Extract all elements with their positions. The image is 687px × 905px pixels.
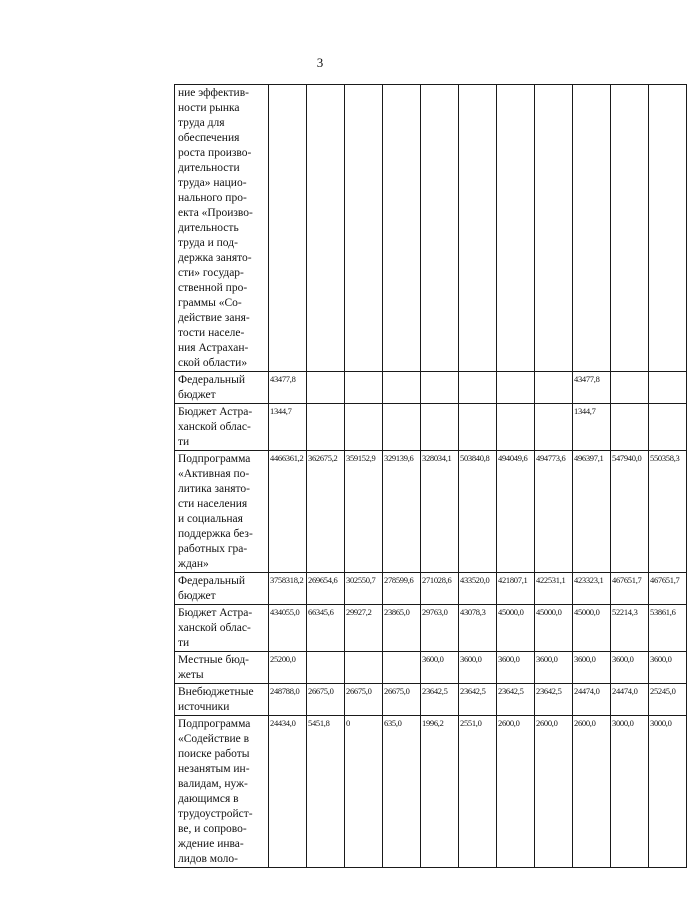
value-cell: 25200,0 [269, 652, 307, 684]
value-cell: 23865,0 [383, 605, 421, 652]
value-cell: 3600,0 [573, 652, 611, 684]
value-cell [269, 85, 307, 372]
value-cell: 278599,6 [383, 573, 421, 605]
value-cell [345, 85, 383, 372]
value-cell: 43078,3 [459, 605, 497, 652]
value-cell: 43477,8 [269, 372, 307, 404]
value-cell: 635,0 [383, 716, 421, 868]
value-cell: 66345,6 [307, 605, 345, 652]
value-cell: 3000,0 [649, 716, 687, 868]
value-cell: 1344,7 [269, 404, 307, 451]
value-cell [307, 372, 345, 404]
value-cell [649, 85, 687, 372]
value-cell: 5451,8 [307, 716, 345, 868]
value-cell [535, 372, 573, 404]
value-cell: 1344,7 [573, 404, 611, 451]
value-cell [383, 372, 421, 404]
value-cell: 362675,2 [307, 451, 345, 573]
value-cell: 24474,0 [611, 684, 649, 716]
value-cell: 271028,6 [421, 573, 459, 605]
value-cell: 248788,0 [269, 684, 307, 716]
value-cell: 25245,0 [649, 684, 687, 716]
value-cell [459, 85, 497, 372]
value-cell: 23642,5 [535, 684, 573, 716]
value-cell: 547940,0 [611, 451, 649, 573]
table-row [175, 605, 687, 652]
value-cell: 53861,6 [649, 605, 687, 652]
value-cell: 550358,3 [649, 451, 687, 573]
value-cell: 24474,0 [573, 684, 611, 716]
value-cell: 423323,1 [573, 573, 611, 605]
value-cell: 421807,1 [497, 573, 535, 605]
value-cell [535, 404, 573, 451]
value-cell: 45000,0 [573, 605, 611, 652]
value-cell: 29763,0 [421, 605, 459, 652]
value-cell: 45000,0 [497, 605, 535, 652]
value-cell: 494773,6 [535, 451, 573, 573]
value-cell: 302550,7 [345, 573, 383, 605]
value-cell: 23642,5 [459, 684, 497, 716]
value-cell: 3000,0 [611, 716, 649, 868]
row-label: Федеральный бюджет [175, 573, 269, 605]
row-label: Подпрограмма «Содействие в поиске работы незанятым ин- валидам, нуж- дающимся в трудоустройст- ве, и сопрово- ждение инва- лидов моло- [175, 716, 269, 868]
value-cell [649, 372, 687, 404]
value-cell: 3600,0 [459, 652, 497, 684]
value-cell: 4466361,2 [269, 451, 307, 573]
value-cell: 52214,3 [611, 605, 649, 652]
value-cell: 3600,0 [649, 652, 687, 684]
value-cell: 0 [345, 716, 383, 868]
value-cell [497, 404, 535, 451]
value-cell: 2600,0 [535, 716, 573, 868]
value-cell: 26675,0 [345, 684, 383, 716]
value-cell: 29927,2 [345, 605, 383, 652]
row-label: Бюджет Астра- ханской облас- ти [175, 605, 269, 652]
table-row [175, 404, 687, 451]
value-cell: 467651,7 [649, 573, 687, 605]
value-cell: 494049,6 [497, 451, 535, 573]
value-cell: 434055,0 [269, 605, 307, 652]
value-cell: 24434,0 [269, 716, 307, 868]
page-number: 3 [316, 55, 324, 70]
value-cell [497, 372, 535, 404]
value-cell [535, 85, 573, 372]
row-label: ние эффектив- ности рынка труда для обеспечения роста произво- дительности труда» нацио- нального про- екта «Произво- дительность труда и под- держка занято- сти» государ- ственной про- граммы «Со- действие заня- тости населе- ния Астрахан- ской области» [175, 85, 269, 372]
value-cell [383, 652, 421, 684]
value-cell: 328034,1 [421, 451, 459, 573]
value-cell [459, 404, 497, 451]
row-label: Подпрограмма «Активная по- литика занято- сти населения и социальная поддержка без- работных гра- ждан» [175, 451, 269, 573]
value-cell: 26675,0 [307, 684, 345, 716]
value-cell [611, 85, 649, 372]
value-cell [649, 404, 687, 451]
table-row [175, 684, 687, 716]
value-cell: 43477,8 [573, 372, 611, 404]
value-cell: 3600,0 [535, 652, 573, 684]
row-label: Внебюджетные источники [175, 684, 269, 716]
value-cell: 467651,7 [611, 573, 649, 605]
value-cell: 3600,0 [497, 652, 535, 684]
budget-table [174, 84, 687, 868]
value-cell [611, 372, 649, 404]
value-cell [573, 85, 611, 372]
table-row [175, 372, 687, 404]
value-cell: 433520,0 [459, 573, 497, 605]
row-label: Местные бюд- жеты [175, 652, 269, 684]
value-cell: 3758318,2 [269, 573, 307, 605]
value-cell: 329139,6 [383, 451, 421, 573]
value-cell [421, 404, 459, 451]
value-cell: 3600,0 [611, 652, 649, 684]
value-cell: 422531,1 [535, 573, 573, 605]
value-cell: 503840,8 [459, 451, 497, 573]
value-cell: 359152,9 [345, 451, 383, 573]
value-cell [611, 404, 649, 451]
value-cell: 23642,5 [497, 684, 535, 716]
value-cell: 3600,0 [421, 652, 459, 684]
value-cell [497, 85, 535, 372]
value-cell [383, 404, 421, 451]
value-cell: 1996,2 [421, 716, 459, 868]
value-cell [345, 652, 383, 684]
table-row [175, 85, 687, 372]
value-cell: 2600,0 [497, 716, 535, 868]
value-cell: 2600,0 [573, 716, 611, 868]
table-row [175, 573, 687, 605]
value-cell: 2551,0 [459, 716, 497, 868]
table-row [175, 716, 687, 868]
table-row [175, 451, 687, 573]
value-cell: 45000,0 [535, 605, 573, 652]
value-cell: 23642,5 [421, 684, 459, 716]
row-label: Бюджет Астра- ханской облас- ти [175, 404, 269, 451]
row-label: Федеральный бюджет [175, 372, 269, 404]
value-cell [421, 372, 459, 404]
value-cell [307, 404, 345, 451]
value-cell [345, 404, 383, 451]
value-cell: 26675,0 [383, 684, 421, 716]
value-cell [345, 372, 383, 404]
value-cell [307, 85, 345, 372]
value-cell: 496397,1 [573, 451, 611, 573]
table-row [175, 652, 687, 684]
value-cell [459, 372, 497, 404]
value-cell [383, 85, 421, 372]
value-cell [421, 85, 459, 372]
value-cell [307, 652, 345, 684]
value-cell: 269654,6 [307, 573, 345, 605]
